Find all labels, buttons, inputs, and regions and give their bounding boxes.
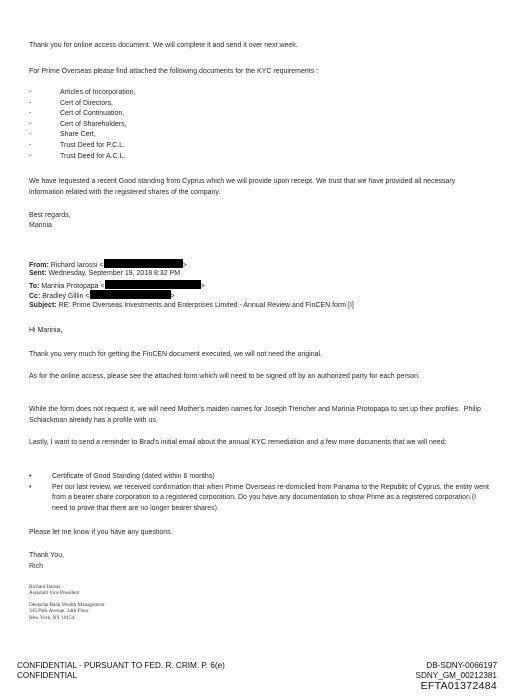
document-name: Cert of Directors, <box>60 99 113 107</box>
signature-title: Assistant Vice President <box>29 590 80 597</box>
redaction-box <box>105 280 201 289</box>
document-name: Articles of Incorporation, <box>60 89 136 96</box>
from-value: Richard Iarossi < <box>50 262 104 269</box>
good-standing-text: We have requested a recent Good standing from Cyprus which we will provide upon receipt. We trust that we have provided all necessary information related with the registered shares of the company. <box>29 178 458 196</box>
signature-name: Richard Iarossi <box>29 584 61 590</box>
close-bracket: > <box>182 262 187 269</box>
bates-numbers <box>416 661 497 692</box>
document-name: Cert of Shareholders, <box>60 120 127 128</box>
subject-row <box>29 301 354 311</box>
intro-text: Thank you for online access document. We will complete it and send it over next week. <box>29 42 298 49</box>
email-header <box>29 259 354 311</box>
signature-block <box>29 584 105 621</box>
document-name: Trust Deed for A.C.L. <box>60 152 126 160</box>
needed-item-text: Per our last review, we received confirmation that when Prime Overseas re-domiciled from Panama to the Republic of Cyprus, the entity went from a bearer share corporation to a registered corporation. Do you have any documentation to show Prime as a registered corporation (I need to prove that there are no longer bearer shares). <box>52 483 489 512</box>
greeting-text: Hi Marinia, <box>29 327 63 334</box>
signature-company: Deutsche Bank Wealth Management <box>29 601 105 608</box>
signature-address-2: New York, NY 10154 <box>29 614 75 621</box>
close-bracket: > <box>170 293 175 301</box>
list-item <box>29 472 489 483</box>
dash-marker: - <box>29 131 32 139</box>
bates-number-2: SDNY_GM_00212381 <box>415 671 497 680</box>
confidential-line-1: CONFIDENTIAL - PURSUANT TO FED. R. CRIM. P. 6(e) <box>17 661 225 670</box>
regards-text: Best regards, <box>29 212 71 219</box>
maiden-names-text: While the form does not request it, we will need Mother's maiden names for Joseph Trencher and Marinia Protopapa to set up their profiles. Philip Schlackman already has a profile with us. <box>29 406 483 424</box>
close-bracket: > <box>200 282 205 290</box>
signer-name: Rich <box>29 563 44 570</box>
dash-marker: - <box>29 141 32 149</box>
bullet-marker: • <box>29 483 32 491</box>
document-name: Cert of Continuation, <box>60 110 125 118</box>
needed-documents-list <box>29 472 489 514</box>
to-label: To: <box>29 282 40 290</box>
thanks-text: Thank you very much for getting the FinCEN document executed, we will not need the original. <box>29 351 322 358</box>
cc-label: Cc: <box>29 293 41 301</box>
cc-value: Bradley Gillin < <box>42 293 90 301</box>
subject-value: RE: Prime Overseas Investments and Enterprises Limited - Annual Review and FinCEN form [I] <box>58 301 354 309</box>
bates-number-1: DB-SDNY-0066197 <box>426 661 497 670</box>
signoff-text: Thank You, <box>29 552 65 559</box>
sender-name: Marinia <box>29 222 52 229</box>
redaction-box <box>104 259 183 268</box>
confidential-line-2: CONFIDENTIAL <box>17 671 78 680</box>
to-row <box>29 280 354 290</box>
confidentiality-notice <box>17 661 225 681</box>
list-item <box>29 483 489 515</box>
redaction-box <box>90 290 171 299</box>
kyc-intro-text: For Prime Overseas please find attached the following documents for the KYC requirements : <box>29 68 319 75</box>
bullet-marker: • <box>29 473 32 480</box>
online-access-text: As for the online access, please see the attached form which will need to be signed off by an authorized party for each person. <box>29 373 420 380</box>
needed-item-text: Certificate of Good Standing (dated within 6 months) <box>52 473 215 480</box>
dash-marker: - <box>29 152 32 160</box>
cc-row <box>29 290 354 300</box>
sent-value: Wednesday, September 19, 2018 8:32 PM <box>48 270 181 278</box>
sent-row <box>29 269 354 279</box>
from-label: From: <box>29 262 49 269</box>
to-value: Marinia Protopapa < <box>41 282 105 290</box>
subject-label: Subject: <box>29 301 57 309</box>
from-row <box>29 259 354 269</box>
closing-question-text: Please let me know if you have any questions. <box>29 529 173 536</box>
signature-address-1: 345 Park Avenue, 24th Floor <box>29 608 89 615</box>
dash-marker: - <box>29 89 32 96</box>
dash-marker: - <box>29 120 32 128</box>
document-name: Trust Deed for P.C.L. <box>60 141 125 149</box>
dash-marker: - <box>29 110 32 118</box>
efta-number: EFTA01372484 <box>420 680 497 692</box>
reminder-text: Lastly, I want to send a reminder to Brad's initial email about the annual KYC remediation and a few more documents that we will need: <box>29 439 447 446</box>
dash-marker: - <box>29 99 32 107</box>
document-name: Share Cert, <box>60 131 96 139</box>
sent-label: Sent: <box>29 270 47 278</box>
